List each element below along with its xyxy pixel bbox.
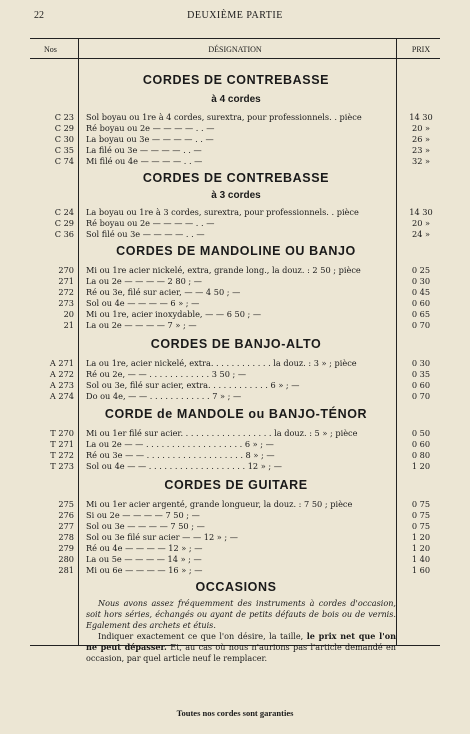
- col-designation-header: DÉSIGNATION: [208, 45, 262, 54]
- row-ref: 275: [58, 499, 74, 509]
- section-title: CORDES DE BANJO-ALTO: [150, 337, 322, 351]
- row-price: 0 25: [411, 265, 431, 275]
- row-price: 0 60: [411, 380, 431, 390]
- row-price: 0 75: [411, 499, 431, 509]
- row-price: 0 75: [411, 510, 431, 520]
- row-ref: 272: [58, 287, 74, 297]
- section-subtitle: à 3 cordes: [211, 190, 261, 201]
- table-row: [30, 156, 440, 167]
- table-row: [30, 123, 440, 134]
- row-desc: Sol ou 3e, filé sur acier, extra. . . . . . . . . . . . 6 » ; —: [86, 380, 300, 390]
- row-desc: La boyau ou 1re à 3 cordes, surextra, pour professionnels. . pièce: [86, 207, 359, 217]
- row-price: 0 75: [411, 521, 431, 531]
- row-ref: A 271: [49, 358, 74, 368]
- row-desc: Ré boyau ou 2e — — — — . . —: [86, 218, 215, 228]
- table-row: [30, 207, 440, 218]
- row-desc: Mi filé ou 4e — — — — . . —: [86, 156, 203, 166]
- instructions-text: Indiquer exactement ce que l'on désire, la taille,: [98, 631, 307, 641]
- row-desc: Ré ou 4e — — — — 12 » ; —: [86, 543, 203, 553]
- page-number: 22: [34, 10, 44, 21]
- row-desc: Do ou 4e, — — . . . . . . . . . . . . 7 » ; —: [86, 391, 242, 401]
- running-head: [34, 8, 436, 24]
- row-desc: La ou 2e — — — — 7 » ; —: [86, 320, 197, 330]
- table-row: [30, 510, 440, 521]
- row-desc: Mi ou 1re acier nickelé, extra, grande long., la douz. : 2 50 ; pièce: [86, 265, 361, 275]
- row-desc: Mi ou 6e — — — — 16 » ; —: [86, 565, 203, 575]
- row-ref: C 29: [54, 123, 74, 133]
- row-price: 0 35: [411, 369, 431, 379]
- row-ref: A 272: [49, 369, 74, 379]
- row-price: 1 20: [411, 461, 431, 471]
- col-price-header: PRIX: [411, 45, 431, 54]
- table-row: [30, 229, 440, 240]
- row-price: 0 50: [411, 428, 431, 438]
- table-row: [30, 565, 440, 576]
- row-desc: Mi ou 1er filé sur acier. . . . . . . . . . . . . . . . . . la douz. : 5 » ; pièce: [86, 428, 358, 438]
- row-desc: Si ou 2e — — — — 7 50 ; —: [86, 510, 200, 520]
- row-price: 0 45: [411, 287, 431, 297]
- row-ref: 277: [58, 521, 74, 531]
- row-ref: 276: [58, 510, 74, 520]
- table-row: [30, 543, 440, 554]
- row-price: 0 30: [411, 358, 431, 368]
- table-row: [30, 391, 440, 402]
- row-desc: La ou 2e — — — — 2 80 ; —: [86, 276, 202, 286]
- row-ref: 281: [58, 565, 74, 575]
- section-title: CORDE de MANDOLE ou BANJO-TÉNOR: [104, 407, 368, 421]
- instructions-emphasis: le prix net que l'on ne peut dépasser.: [86, 631, 396, 652]
- price-table: [30, 38, 440, 663]
- part-title: DEUXIÈME PARTIE: [187, 10, 283, 21]
- row-desc: Ré boyau ou 2e — — — — . . —: [86, 123, 215, 133]
- row-ref: T 270: [50, 428, 74, 438]
- table-row: [30, 276, 440, 287]
- table-row: [30, 380, 440, 391]
- row-ref: 271: [58, 276, 74, 286]
- table-row: [30, 134, 440, 145]
- row-price: 0 60: [411, 298, 431, 308]
- row-price: 32 »: [411, 156, 431, 166]
- row-price: 0 80: [411, 450, 431, 460]
- row-price: 0 70: [411, 391, 431, 401]
- row-price: 23 »: [411, 145, 431, 155]
- row-desc: Sol ou 3e filé sur acier — — 12 » ; —: [86, 532, 238, 542]
- table-row: [30, 450, 440, 461]
- instructions-text: Et, au cas où nous n'aurions pas l'article demandé en occasion, par quel article neuf le remplacer.: [86, 642, 396, 663]
- table-row: [30, 287, 440, 298]
- table-row: [30, 145, 440, 156]
- row-desc: Sol ou 3e — — — — 7 50 ; —: [86, 521, 205, 531]
- row-ref: C 74: [54, 156, 74, 166]
- row-desc: Mi ou 1er acier argenté, grande longueur, la douz. : 7 50 ; pièce: [86, 499, 353, 509]
- footer-note: Toutes nos cordes sont garanties: [176, 708, 294, 718]
- row-price: 26 »: [411, 134, 431, 144]
- table-row: [30, 309, 440, 320]
- row-price: 1 40: [411, 554, 431, 564]
- occasions-title: OCCASIONS: [195, 580, 277, 594]
- row-price: 14 30: [409, 112, 433, 122]
- row-desc: La ou 1re, acier nickelé, extra. . . . . . . . . . . . la douz. : 3 » ; pièce: [86, 358, 357, 368]
- table-row: [30, 369, 440, 380]
- row-price: 1 20: [411, 532, 431, 542]
- row-ref: A 273: [49, 380, 74, 390]
- row-ref: A 274: [49, 391, 74, 401]
- row-price: 24 »: [411, 229, 431, 239]
- section-title: CORDES DE MANDOLINE OU BANJO: [116, 244, 356, 258]
- row-desc: Ré ou 3e — — . . . . . . . . . . . . . . . . . . . 8 » ; —: [86, 450, 275, 460]
- row-ref: 279: [58, 543, 74, 553]
- row-price: 20 »: [411, 218, 431, 228]
- table-header: [30, 39, 440, 59]
- table-row: [30, 521, 440, 532]
- section-subtitle: à 4 cordes: [211, 94, 261, 105]
- row-ref: T 271: [50, 439, 74, 449]
- row-desc: Sol boyau ou 1re à 4 cordes, surextra, pour professionnels. . pièce: [86, 112, 362, 122]
- row-price: 0 65: [411, 309, 431, 319]
- table-row: [30, 320, 440, 331]
- row-ref: C 23: [54, 112, 74, 122]
- row-ref: C 35: [54, 145, 74, 155]
- table-row: [30, 554, 440, 565]
- row-ref: C 29: [54, 218, 74, 228]
- row-ref: 280: [58, 554, 74, 564]
- row-ref: T 272: [50, 450, 74, 460]
- row-price: 0 30: [411, 276, 431, 286]
- row-desc: Sol filé ou 3e — — — — . . —: [86, 229, 205, 239]
- table-row: [30, 112, 440, 123]
- row-desc: Ré ou 3e, filé sur acier, — — 4 50 ; —: [86, 287, 241, 297]
- row-ref: C 36: [54, 229, 74, 239]
- row-price: 0 70: [411, 320, 431, 330]
- row-ref: 21: [63, 320, 74, 330]
- row-price: 0 60: [411, 439, 431, 449]
- row-desc: Sol ou 4e — — — — 6 » ; —: [86, 298, 200, 308]
- row-ref: C 24: [54, 207, 74, 217]
- table-row: [30, 532, 440, 543]
- table-body: [30, 61, 440, 663]
- row-desc: La boyau ou 3e — — — — . . —: [86, 134, 214, 144]
- row-ref: C 30: [54, 134, 74, 144]
- row-desc: Sol ou 4e — — . . . . . . . . . . . . . . . . . . . 12 » ; —: [86, 461, 282, 471]
- row-desc: La filé ou 3e — — — — . . —: [86, 145, 202, 155]
- col-ref-header: Nos: [44, 45, 57, 54]
- row-price: 20 »: [411, 123, 431, 133]
- table-row: [30, 439, 440, 450]
- row-ref: 273: [58, 298, 74, 308]
- row-ref: 278: [58, 532, 74, 542]
- row-ref: T 273: [50, 461, 74, 471]
- row-desc: La ou 5e — — — — 14 » ; —: [86, 554, 202, 564]
- section-title: CORDES DE GUITARE: [164, 478, 308, 492]
- occasions-paragraph: Nous avons assez fréquemment des instruments à cordes d'occasion, soit hors séries, échangés ou ayant de petits défauts de bois ou de vernis. Egalement des archets et étuis.: [86, 598, 396, 630]
- table-row: [30, 499, 440, 510]
- table-row: [30, 218, 440, 229]
- row-price: 1 20: [411, 543, 431, 553]
- row-desc: Ré ou 2e, — — . . . . . . . . . . . . 3 50 ; —: [86, 369, 247, 379]
- row-ref: 270: [58, 265, 74, 275]
- row-price: 14 30: [409, 207, 433, 217]
- section-title: CORDES DE CONTREBASSE: [142, 73, 330, 87]
- section-title: CORDES DE CONTREBASSE: [142, 171, 330, 185]
- table-row: [30, 265, 440, 276]
- table-row: [30, 428, 440, 439]
- row-price: 1 60: [411, 565, 431, 575]
- table-row: [30, 298, 440, 309]
- table-row: [30, 461, 440, 472]
- row-ref: 20: [63, 309, 74, 319]
- row-desc: La ou 2e — — . . . . . . . . . . . . . . . . . . . 6 » ; —: [86, 439, 274, 449]
- table-row: [30, 358, 440, 369]
- row-desc: Mi ou 1re, acier inoxydable, — — 6 50 ; —: [86, 309, 262, 319]
- occasions-instructions: [86, 631, 396, 664]
